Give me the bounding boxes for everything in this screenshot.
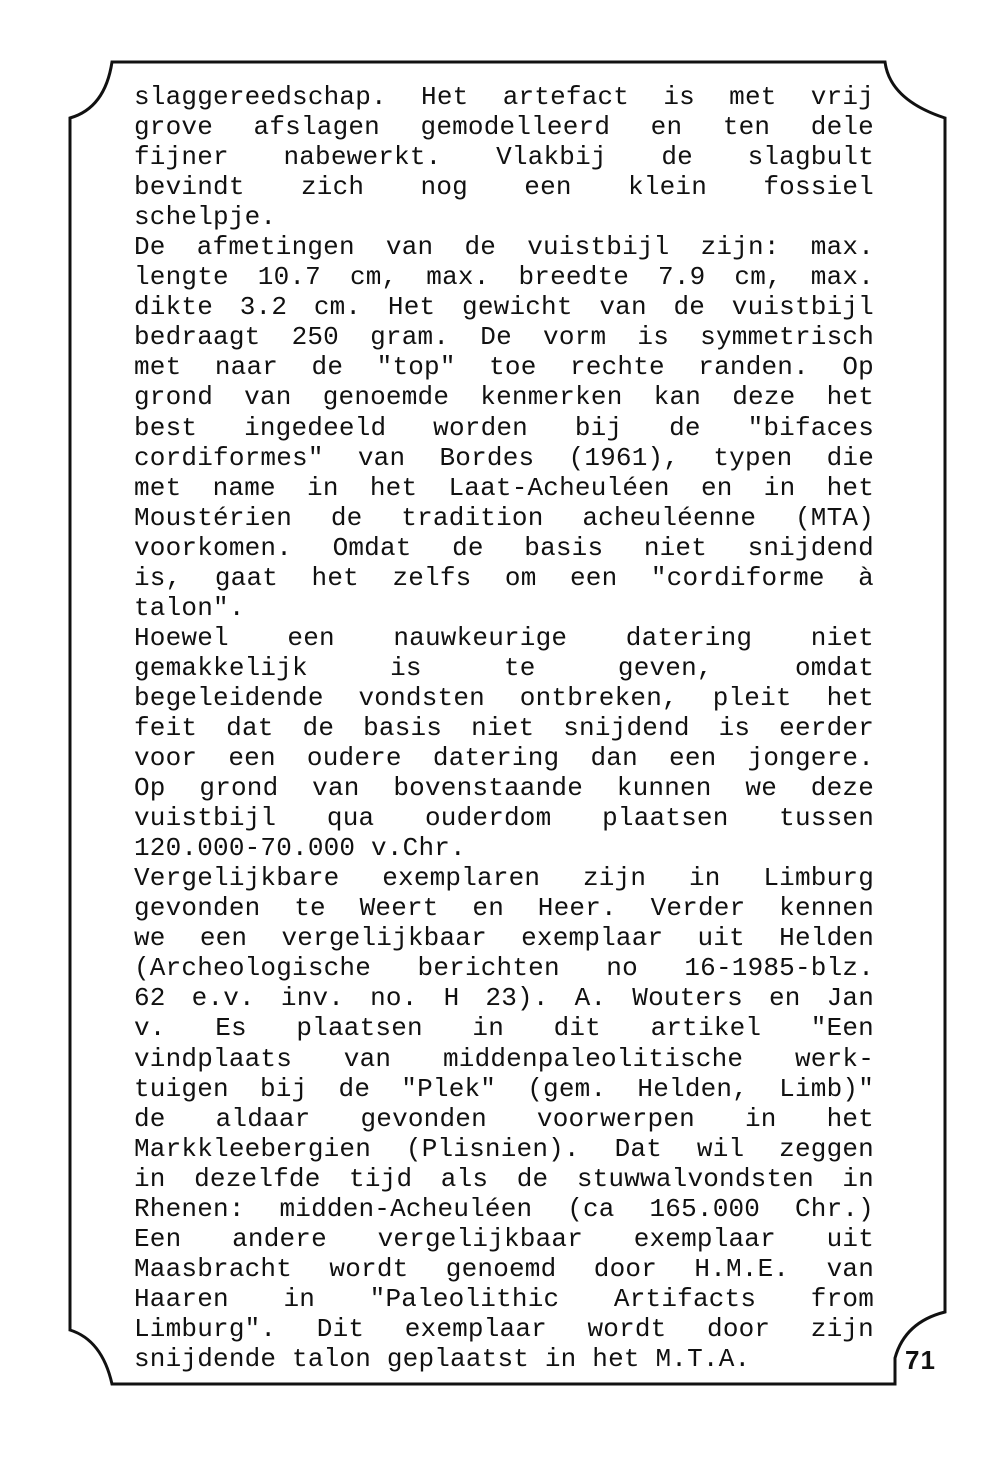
text-line: slaggereedschap. Het artefact is met vrij [134,82,874,112]
text-line: gemakkelijk is te geven, omdat [134,652,874,683]
text-line: vuistbijl qua ouderdom plaatsen tussen [134,803,874,834]
text-line: Hoewel een nauwkeurige datering niet [134,622,874,653]
text-line: grove afslagen gemodelleerd en ten dele [134,112,874,143]
text-line: tuigen bij de "Plek" (gem. Helden, Limb)" [134,1073,874,1104]
text-line: Markkleebergien (Plisnien). Dat wil zeggen [134,1133,874,1164]
text-line: Limburg". Dit exemplaar wordt door zijn [134,1313,874,1344]
text-line: in dezelfde tijd als de stuwwalvondsten in [134,1163,874,1194]
text-line: grond van genoemde kenmerken kan deze het [134,382,874,413]
text-line: feit dat de basis niet snijdend is eerder [134,712,874,743]
text-line: schelpje. [134,202,277,233]
text-line: De afmetingen van de vuistbijl zijn: max. [134,232,874,263]
text-line: we een vergelijkbaar exemplaar uit Helden [134,923,874,954]
text-line: de aldaar gevonden voorwerpen in het [134,1103,874,1134]
text-line: Op grond van bovenstaande kunnen we deze [134,773,874,804]
text-line: is, gaat het zelfs om een "cordiforme à [134,562,874,593]
text-line: 120.000-70.000 v.Chr. [134,833,466,864]
text-line: gevonden te Weert en Heer. Verder kennen [134,893,874,924]
text-line: snijdende talon geplaatst in het M.T.A. [134,1343,751,1374]
text-line: met name in het Laat-Acheuléen en in het [134,472,874,503]
text-line: dikte 3.2 cm. Het gewicht van de vuistbijl [134,292,874,323]
text-line: vindplaats van middenpaleolitische werk- [134,1043,874,1074]
text-line: voor een oudere datering dan een jongere. [134,743,874,774]
text-line: Rhenen: midden-Acheuléen (ca 165.000 Chr.) [134,1193,874,1224]
text-line: v. Es plaatsen in dit artikel "Een [134,1013,874,1044]
text-line: cordiformes" van Bordes (1961), typen die [134,442,874,473]
page-number: 71 [905,1345,936,1375]
text-line: voorkomen. Omdat de basis niet snijdend [134,532,874,563]
text-line: Maasbracht wordt genoemd door H.M.E. van [134,1253,874,1284]
text-line: begeleidende vondsten ontbreken, pleit het [134,682,874,713]
text-line: met naar de "top" toe rechte randen. Op [134,352,874,383]
text-line: Moustérien de tradition acheuléenne (MTA) [134,502,874,533]
text-line: 62 e.v. inv. no. H 23). A. Wouters en Jan [134,983,874,1014]
text-line: Haaren in "Paleolithic Artifacts from [134,1283,874,1314]
text-line: Een andere vergelijkbaar exemplaar uit [134,1223,874,1254]
text-line: fijner nabewerkt. Vlakbij de slagbult [134,142,874,173]
text-line: lengte 10.7 cm, max. breedte 7.9 cm, max. [134,262,874,293]
text-line: (Archeologische berichten no 16-1985-blz. [134,953,874,984]
text-line: best ingedeeld worden bij de "bifaces [134,412,874,443]
text-line: bevindt zich nog een klein fossiel [134,172,874,203]
body-text [134,82,874,1374]
text-line: bedraagt 250 gram. De vorm is symmetrisch [134,322,874,353]
text-line: talon". [134,592,245,623]
text-line: Vergelijkbare exemplaren zijn in Limburg [134,863,874,894]
